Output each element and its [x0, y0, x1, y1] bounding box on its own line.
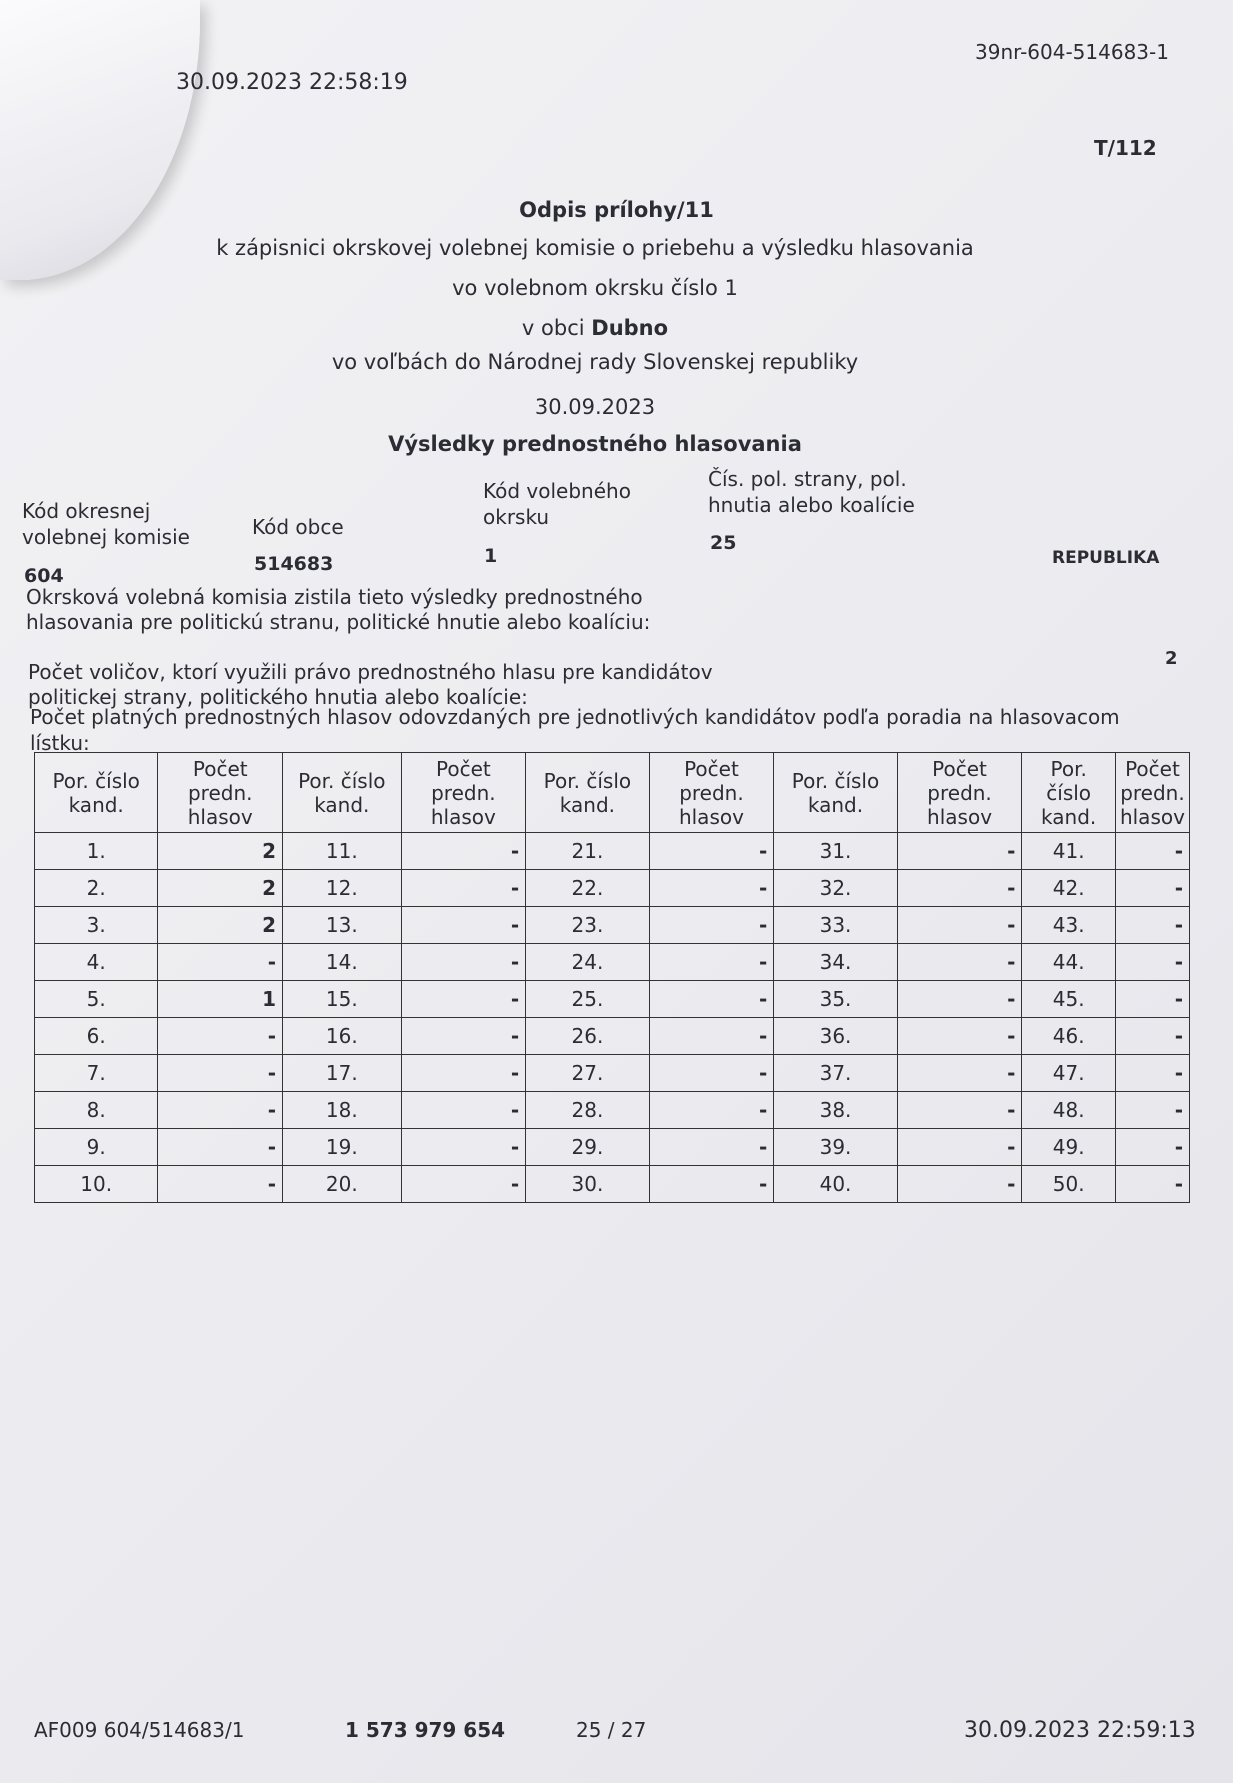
candidate-number: 6.: [35, 1018, 158, 1055]
vote-count: -: [1115, 907, 1189, 944]
voters-label: Počet voličov, ktorí využili právo prednostného hlasu pre kandidátov politickej strany, politického hnutia alebo koalície:: [28, 660, 713, 709]
candidate-number: 14.: [283, 944, 401, 981]
col-header-votes: Počet predn. hlasov: [158, 753, 283, 833]
candidate-number: 12.: [283, 870, 401, 907]
vote-count: 2: [158, 833, 283, 870]
candidate-number: 4.: [35, 944, 158, 981]
footer-page-number: 25 / 27: [576, 1718, 647, 1742]
vote-count: -: [649, 1018, 774, 1055]
document-title: Odpis prílohy/11: [519, 198, 714, 222]
candidate-number: 49.: [1022, 1129, 1116, 1166]
candidate-number: 41.: [1022, 833, 1116, 870]
form-code: T/112: [1094, 136, 1157, 160]
precinct-code-label: Kód volebného okrsku: [483, 479, 631, 529]
table-row: [35, 870, 1190, 907]
heading-line-2: vo volebnom okrsku číslo 1: [452, 276, 738, 300]
table-row: [35, 833, 1190, 870]
col-header-votes: Počet predn. hlasov: [649, 753, 774, 833]
vote-count: -: [1115, 1055, 1189, 1092]
candidate-number: 21.: [526, 833, 649, 870]
vote-count: -: [1115, 1092, 1189, 1129]
table-row: [35, 1092, 1190, 1129]
vote-count: -: [897, 833, 1022, 870]
vote-count: -: [1115, 981, 1189, 1018]
candidate-number: 9.: [35, 1129, 158, 1166]
vote-count: -: [649, 870, 774, 907]
candidate-number: 1.: [35, 833, 158, 870]
vote-count: -: [401, 1055, 526, 1092]
city-prefix: v obci: [521, 316, 592, 340]
table-header-row: [35, 753, 1190, 833]
vote-count: -: [401, 1166, 526, 1203]
vote-count: 2: [158, 907, 283, 944]
district-code-value: 604: [24, 565, 64, 587]
vote-count: -: [897, 1092, 1022, 1129]
vote-count: -: [401, 870, 526, 907]
candidate-number: 23.: [526, 907, 649, 944]
vote-count: -: [401, 944, 526, 981]
vote-count: -: [649, 981, 774, 1018]
vote-count: -: [401, 907, 526, 944]
table-row: [35, 981, 1190, 1018]
vote-count: -: [1115, 1129, 1189, 1166]
vote-count: -: [401, 1129, 526, 1166]
candidate-number: 36.: [774, 1018, 897, 1055]
table-row: [35, 1018, 1190, 1055]
vote-count: -: [1115, 833, 1189, 870]
district-code-label: Kód okresnej volebnej komisie: [22, 499, 190, 549]
voters-value: 2: [1165, 648, 1178, 669]
vote-count: -: [1115, 1018, 1189, 1055]
vote-count: -: [649, 1129, 774, 1166]
candidate-number: 22.: [526, 870, 649, 907]
candidate-number: 30.: [526, 1166, 649, 1203]
candidate-number: 13.: [283, 907, 401, 944]
candidate-number: 15.: [283, 981, 401, 1018]
candidate-number: 19.: [283, 1129, 401, 1166]
vote-count: -: [1115, 1166, 1189, 1203]
vote-count: -: [158, 1092, 283, 1129]
vote-count: -: [158, 1018, 283, 1055]
top-timestamp: 30.09.2023 22:58:19: [176, 70, 408, 95]
candidate-number: 45.: [1022, 981, 1116, 1018]
candidate-number: 42.: [1022, 870, 1116, 907]
heading-line-3: [0, 316, 1190, 340]
candidate-number: 28.: [526, 1092, 649, 1129]
col-header-cand: Por. číslo kand.: [526, 753, 649, 833]
vote-count: -: [649, 944, 774, 981]
vote-count: -: [401, 981, 526, 1018]
party-number-label: Čís. pol. strany, pol. hnutia alebo koalície: [708, 467, 915, 517]
candidate-number: 40.: [774, 1166, 897, 1203]
precinct-code-value: 1: [484, 545, 498, 567]
party-name: REPUBLIKA: [1052, 548, 1160, 568]
vote-count: -: [1115, 944, 1189, 981]
candidate-number: 33.: [774, 907, 897, 944]
vote-count: -: [649, 907, 774, 944]
col-header-cand: Por. číslo kand.: [35, 753, 158, 833]
candidate-number: 5.: [35, 981, 158, 1018]
heading-line-1: k zápisnici okrskovej volebnej komisie o priebehu a výsledku hlasovania: [216, 236, 974, 260]
col-header-votes: Počet predn. hlasov: [401, 753, 526, 833]
candidate-number: 18.: [283, 1092, 401, 1129]
vote-count: 2: [158, 870, 283, 907]
col-header-cand: Por. číslo kand.: [283, 753, 401, 833]
vote-count: -: [649, 1166, 774, 1203]
table-row: [35, 907, 1190, 944]
vote-count: -: [158, 944, 283, 981]
candidate-number: 39.: [774, 1129, 897, 1166]
table-row: [35, 944, 1190, 981]
col-header-cand: Por. číslo kand.: [774, 753, 897, 833]
vote-count: -: [649, 833, 774, 870]
footer-timestamp: 30.09.2023 22:59:13: [964, 1718, 1196, 1743]
vote-count: -: [158, 1129, 283, 1166]
footer-form-ref: AF009 604/514683/1: [34, 1718, 245, 1742]
candidate-number: 38.: [774, 1092, 897, 1129]
candidate-number: 24.: [526, 944, 649, 981]
vote-count: -: [158, 1166, 283, 1203]
city-name: Dubno: [591, 316, 669, 340]
table-row: [35, 1129, 1190, 1166]
vote-count: -: [897, 1018, 1022, 1055]
vote-count: -: [897, 1055, 1022, 1092]
col-header-cand: Por. číslo kand.: [1022, 753, 1116, 833]
vote-count: -: [897, 870, 1022, 907]
vote-count: -: [649, 1055, 774, 1092]
candidate-number: 8.: [35, 1092, 158, 1129]
candidate-number: 44.: [1022, 944, 1116, 981]
municipality-code-label: Kód obce: [252, 515, 344, 539]
vote-count: -: [897, 1166, 1022, 1203]
table-body: [35, 833, 1190, 1203]
candidate-number: 29.: [526, 1129, 649, 1166]
candidate-number: 32.: [774, 870, 897, 907]
results-title: Výsledky prednostného hlasovania: [388, 432, 802, 456]
candidate-number: 31.: [774, 833, 897, 870]
vote-count: -: [649, 1092, 774, 1129]
candidate-number: 50.: [1022, 1166, 1116, 1203]
candidate-number: 27.: [526, 1055, 649, 1092]
vote-count: -: [897, 944, 1022, 981]
candidate-number: 25.: [526, 981, 649, 1018]
heading-line-4: vo voľbách do Národnej rady Slovenskej republiky: [331, 350, 859, 374]
vote-count: -: [897, 981, 1022, 1018]
vote-count: -: [1115, 870, 1189, 907]
commission-statement: Okrsková volebná komisia zistila tieto výsledky prednostného hlasovania pre politickú stranu, politické hnutie alebo koalíciu:: [26, 585, 651, 634]
candidate-number: 11.: [283, 833, 401, 870]
party-number-value: 25: [710, 532, 737, 554]
candidate-number: 2.: [35, 870, 158, 907]
table-row: [35, 1166, 1190, 1203]
vote-count: 1: [158, 981, 283, 1018]
candidate-number: 46.: [1022, 1018, 1116, 1055]
preferential-votes-table: [34, 752, 1190, 1203]
vote-count: -: [158, 1055, 283, 1092]
candidate-number: 20.: [283, 1166, 401, 1203]
vote-count: -: [401, 1018, 526, 1055]
vote-count: -: [897, 1129, 1022, 1166]
candidate-number: 26.: [526, 1018, 649, 1055]
candidate-number: 16.: [283, 1018, 401, 1055]
candidate-number: 7.: [35, 1055, 158, 1092]
municipality-code-value: 514683: [254, 553, 334, 575]
election-date: 30.09.2023: [534, 395, 656, 419]
vote-count: -: [401, 833, 526, 870]
col-header-votes: Počet predn. hlasov: [1115, 753, 1189, 833]
candidate-number: 17.: [283, 1055, 401, 1092]
candidate-number: 43.: [1022, 907, 1116, 944]
vote-count: -: [401, 1092, 526, 1129]
candidate-number: 37.: [774, 1055, 897, 1092]
candidate-number: 35.: [774, 981, 897, 1018]
col-header-votes: Počet predn. hlasov: [897, 753, 1022, 833]
candidate-number: 47.: [1022, 1055, 1116, 1092]
table-row: [35, 1055, 1190, 1092]
footer-checksum: 1 573 979 654: [345, 1718, 506, 1742]
candidate-number: 10.: [35, 1166, 158, 1203]
candidate-number: 48.: [1022, 1092, 1116, 1129]
table-intro: Počet platných prednostných hlasov odovzdaných pre jednotlivých kandidátov podľa poradia na hlasovacom lístku:: [30, 705, 1120, 755]
document-id: 39nr-604-514683-1: [975, 40, 1169, 64]
candidate-number: 34.: [774, 944, 897, 981]
vote-count: -: [897, 907, 1022, 944]
candidate-number: 3.: [35, 907, 158, 944]
